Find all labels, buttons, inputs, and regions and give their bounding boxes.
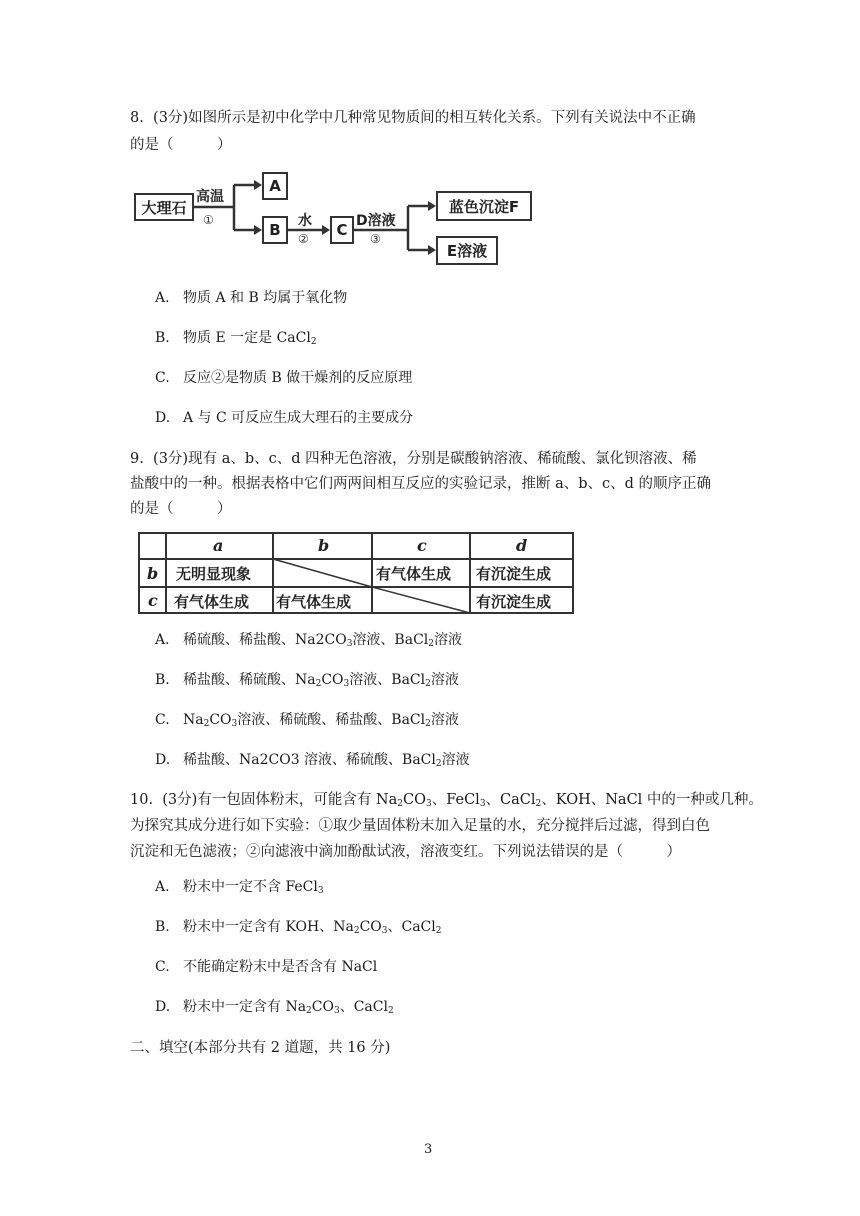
option-text: A 与 C 可反应生成大理石的主要成分 <box>183 410 414 426</box>
option-letter: A. <box>155 879 170 895</box>
q8-option-a <box>155 288 347 308</box>
subscript: 2 <box>306 1006 312 1016</box>
box-f: 蓝色沉淀F <box>436 191 532 221</box>
subscript: 2 <box>353 926 360 936</box>
q8-option-b <box>155 328 317 352</box>
option-text: 稀盐酸、稀硫酸、Na <box>183 672 316 688</box>
option-text: Na <box>183 712 204 728</box>
subscript: 2 <box>435 759 442 769</box>
arrow3-condition: D溶液 <box>356 213 396 229</box>
option-letter: D. <box>155 999 171 1015</box>
subscript: 2 <box>387 1006 394 1016</box>
q8-option-d <box>155 408 413 428</box>
option-letter: B. <box>155 672 170 688</box>
q10-option-d <box>155 997 394 1021</box>
arrow1-number: ① <box>203 213 214 227</box>
q8-stem-line1: 8. (3分)如图所示是初中化学中几种常见物质间的相互转化关系。下列有关说法中不正确 <box>130 110 696 126</box>
subscript: 3 <box>231 719 238 729</box>
subscript: 2 <box>535 799 542 809</box>
subscript: 2 <box>425 719 431 729</box>
q10-stem-line1 <box>130 790 763 814</box>
q9-option-b <box>155 670 459 694</box>
option-letter: B. <box>155 330 170 346</box>
col-header-c: c <box>417 536 427 555</box>
arrow1-condition: 高温 <box>196 189 224 205</box>
col-header-d: d <box>516 536 528 555</box>
option-letter: C. <box>155 712 170 728</box>
col-header-b: b <box>318 536 330 555</box>
option-text: 物质 E 一定是 CaCl <box>183 330 311 346</box>
option-text: 溶液、BaCl <box>349 672 426 688</box>
subscript: 2 <box>203 719 210 729</box>
q10-stem-line2: 为探究其成分进行如下实验：①取少量固体粉末加入足量的水，充分搅拌后过滤，得到白色 <box>130 818 710 834</box>
option-text: 溶液、稀硫酸、稀盐酸、BaCl <box>237 712 426 728</box>
cell-c-b: 有气体生成 <box>276 593 352 611</box>
box-e: E溶液 <box>436 236 498 265</box>
option-letter: A. <box>155 290 170 306</box>
subscript: 2 <box>310 337 317 347</box>
subscript: 2 <box>315 679 322 689</box>
q10-option-c <box>155 957 377 977</box>
box-b: B <box>262 216 288 244</box>
box-a: A <box>262 172 288 200</box>
row-header-b: b <box>147 564 159 583</box>
q10-option-b <box>155 917 441 941</box>
q10-option-a <box>155 877 324 901</box>
option-text: 稀硫酸、稀盐酸、Na2CO <box>183 632 347 648</box>
option-text: 溶液 <box>441 752 470 768</box>
subscript: 3 <box>343 679 350 689</box>
q9-stem-line3: 的是（ ） <box>130 501 232 517</box>
subscript: 3 <box>317 886 324 896</box>
option-letter: D. <box>155 410 171 426</box>
option-text: 溶液 <box>430 712 459 728</box>
q8-option-c <box>155 368 412 388</box>
q9-option-a <box>155 630 462 654</box>
option-text: 粉末中一定含有 KOH、Na <box>183 919 354 935</box>
subscript: 2 <box>425 679 431 689</box>
box-c: C <box>330 216 354 244</box>
option-text: CO <box>209 712 232 728</box>
section-heading: 二、填空(本部分共有 2 道题，共 16 分) <box>130 1040 391 1056</box>
option-letter: A. <box>155 632 170 648</box>
q9-option-d <box>155 750 470 774</box>
cell-b-a: 无明显现象 <box>176 565 252 583</box>
option-text: 溶液 <box>434 632 462 648</box>
row-header-c: c <box>148 591 158 610</box>
cell-b-c: 有气体生成 <box>376 565 452 583</box>
arrow3-number: ③ <box>370 232 381 246</box>
option-text: CO <box>321 672 344 688</box>
subscript: 2 <box>397 799 403 809</box>
option-text: 反应②是物质 B 做干燥剂的反应原理 <box>183 370 413 386</box>
option-text: 稀盐酸、Na2CO3 溶液、稀硫酸、BaCl <box>183 752 436 768</box>
option-text: 溶液 <box>430 672 459 688</box>
stem-text: CO <box>403 792 426 808</box>
cell-b-d: 有沉淀生成 <box>476 565 552 583</box>
stem-text: 10. (3分)有一包固体粉末，可能含有 Na <box>130 792 398 808</box>
marble-box: 大理石 <box>134 193 194 221</box>
diagram-lines <box>0 0 860 280</box>
option-text: CO <box>359 919 382 935</box>
q8-stem-line2: 的是（ ） <box>130 137 232 153</box>
q10-stem-line3: 沉淀和无色滤液；②向滤液中滴加酚酞试液，溶液变红。下列说法错误的是（ ） <box>130 844 681 860</box>
stem-text: 、FeCl <box>431 792 480 808</box>
q9-option-c <box>155 710 459 734</box>
subscript: 2 <box>428 639 434 649</box>
subscript: 2 <box>435 926 442 936</box>
option-text: 粉末中一定不含 FeCl <box>183 879 318 895</box>
page-number: 3 <box>424 1142 433 1157</box>
option-text: 、CaCl <box>387 919 436 935</box>
option-text: 、CaCl <box>339 999 388 1015</box>
option-text: 物质 A 和 B 均属于氧化物 <box>183 290 348 306</box>
option-text: 粉末中一定含有 Na <box>183 999 307 1015</box>
arrow2-number: ② <box>298 232 309 246</box>
subscript: 3 <box>381 926 388 936</box>
subscript: 3 <box>425 799 432 809</box>
q9-stem-line2: 盐酸中的一种。根据表格中它们两两间相互反应的实验记录，推断 a、b、c、d 的顺序正确 <box>130 476 712 492</box>
col-header-a: a <box>213 536 224 555</box>
stem-text: 、KOH、NaCl 中的一种或几种。 <box>541 792 763 808</box>
option-letter: C. <box>155 370 170 386</box>
subscript: 3 <box>346 639 353 649</box>
option-text: CO <box>311 999 334 1015</box>
subscript: 3 <box>479 799 486 809</box>
cell-c-a: 有气体生成 <box>174 593 250 611</box>
option-text: 溶液、BaCl <box>352 632 429 648</box>
arrow2-condition: 水 <box>298 213 312 229</box>
option-letter: B. <box>155 919 170 935</box>
stem-text: 、CaCl <box>485 792 536 808</box>
q9-stem-line1: 9. (3分)现有 a、b、c、d 四种无色溶液，分别是碳酸钠溶液、稀硫酸、氯化钡溶液、稀 <box>130 451 697 467</box>
subscript: 3 <box>333 1006 340 1016</box>
option-letter: D. <box>155 752 171 768</box>
option-text: 不能确定粉末中是否含有 NaCl <box>183 959 378 975</box>
option-letter: C. <box>155 959 170 975</box>
cell-c-d: 有沉淀生成 <box>476 593 552 611</box>
